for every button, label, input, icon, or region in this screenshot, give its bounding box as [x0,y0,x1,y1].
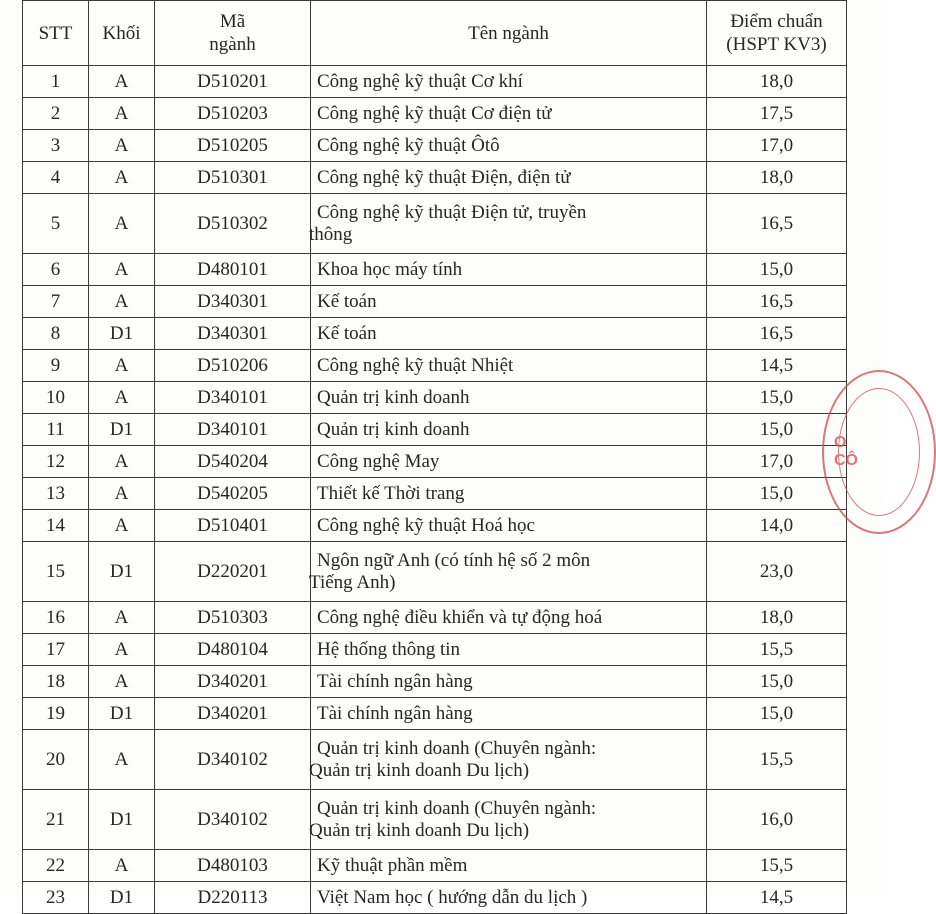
cell-ten-nganh: Hệ thống thông tin [311,634,707,666]
cell-khoi: A [89,66,155,98]
cell-ma-nganh: D510205 [155,130,311,162]
cell-ma-nganh: D340102 [155,730,311,790]
cell-stt: 22 [23,850,89,882]
ten-nganh-line1: Công nghệ kỹ thuật Điện tử, truyền [317,201,587,223]
cell-diem-chuan: 16,5 [707,194,847,254]
table-header-row [23,1,847,66]
cell-khoi: A [89,194,155,254]
ten-nganh-line1: Quản trị kinh doanh (Chuyên ngành: [317,737,597,759]
table-row [23,382,847,414]
cell-khoi: D1 [89,790,155,850]
header-ma-line2: ngành [209,34,256,55]
header-stt: STT [23,1,89,66]
cell-khoi: D1 [89,698,155,730]
cell-ma-nganh: D340101 [155,382,311,414]
cell-khoi: A [89,730,155,790]
cell-diem-chuan: 15,5 [707,850,847,882]
ten-nganh-line1: Ngôn ngữ Anh (có tính hệ số 2 môn [317,549,591,571]
cell-khoi: D1 [89,542,155,602]
cell-khoi: A [89,446,155,478]
cell-diem-chuan: 17,0 [707,130,847,162]
table-row [23,66,847,98]
table-row [23,602,847,634]
cell-stt: 20 [23,730,89,790]
table-row [23,510,847,542]
header-diem-line2: (HSPT KV3) [726,34,827,55]
table-row [23,542,847,602]
cell-ma-nganh: D220201 [155,542,311,602]
cell-stt: 9 [23,350,89,382]
table-row [23,350,847,382]
cell-ten-nganh [311,542,707,602]
cell-diem-chuan: 16,5 [707,318,847,350]
cell-ma-nganh: D480103 [155,850,311,882]
cell-ma-nganh: D340101 [155,414,311,446]
cell-ma-nganh: D480104 [155,634,311,666]
cell-ten-nganh: Công nghệ kỹ thuật Cơ khí [311,66,707,98]
cell-khoi: A [89,850,155,882]
cell-khoi: A [89,286,155,318]
table-row [23,730,847,790]
cell-ten-nganh: Việt Nam học ( hướng dẫn du lịch ) [311,882,707,914]
cell-ma-nganh: D510201 [155,66,311,98]
table-row [23,666,847,698]
cell-ten-nganh: Thiết kế Thời trang [311,478,707,510]
cell-stt: 3 [23,130,89,162]
seal-text: O CÔ [834,434,858,469]
header-ma-nganh [155,1,311,66]
header-ma-line1: Mã [219,11,246,32]
cell-diem-chuan: 18,0 [707,162,847,194]
cell-stt: 18 [23,666,89,698]
cell-ma-nganh: D220113 [155,882,311,914]
cell-ma-nganh: D510206 [155,350,311,382]
cell-ten-nganh: Công nghệ kỹ thuật Nhiệt [311,350,707,382]
cell-ten-nganh: Quản trị kinh doanh [311,382,707,414]
table-body [23,66,847,914]
cell-khoi: D1 [89,318,155,350]
table-row [23,446,847,478]
cell-stt: 17 [23,634,89,666]
cell-khoi: A [89,254,155,286]
cell-ma-nganh: D340102 [155,790,311,850]
cell-ma-nganh: D510203 [155,98,311,130]
cell-diem-chuan: 15,0 [707,478,847,510]
cell-khoi: A [89,510,155,542]
cell-stt: 11 [23,414,89,446]
cell-ma-nganh: D340201 [155,666,311,698]
cell-stt: 1 [23,66,89,98]
cell-ma-nganh: D510301 [155,162,311,194]
table-row [23,882,847,914]
header-khoi: Khối [89,1,155,66]
cell-stt: 4 [23,162,89,194]
cell-khoi: D1 [89,414,155,446]
cell-diem-chuan: 14,0 [707,510,847,542]
ten-nganh-line2: Tiếng Anh) [309,571,396,593]
cell-stt: 12 [23,446,89,478]
cell-diem-chuan: 15,0 [707,666,847,698]
cell-stt: 2 [23,98,89,130]
cell-ten-nganh [311,730,707,790]
cell-khoi: A [89,666,155,698]
cell-diem-chuan: 15,5 [707,730,847,790]
cell-diem-chuan: 17,5 [707,98,847,130]
cell-ten-nganh: Tài chính ngân hàng [311,698,707,730]
cell-ten-nganh: Công nghệ kỹ thuật Hoá học [311,510,707,542]
cell-stt: 13 [23,478,89,510]
cell-ma-nganh: D340301 [155,318,311,350]
cell-diem-chuan: 23,0 [707,542,847,602]
cell-stt: 6 [23,254,89,286]
cell-ma-nganh: D540205 [155,478,311,510]
cell-diem-chuan: 14,5 [707,350,847,382]
cell-ten-nganh: Công nghệ kỹ thuật Điện, điện tử [311,162,707,194]
cell-ten-nganh: Kỹ thuật phần mềm [311,850,707,882]
ten-nganh-line1: Quản trị kinh doanh (Chuyên ngành: [317,797,597,819]
cell-ma-nganh: D480101 [155,254,311,286]
cell-diem-chuan: 18,0 [707,66,847,98]
cell-ten-nganh [311,790,707,850]
cell-diem-chuan: 15,0 [707,382,847,414]
cell-stt: 14 [23,510,89,542]
table-row [23,98,847,130]
header-ten-nganh: Tên ngành [311,1,707,66]
cell-diem-chuan: 15,0 [707,698,847,730]
cell-stt: 21 [23,790,89,850]
cell-stt: 15 [23,542,89,602]
cell-ma-nganh: D540204 [155,446,311,478]
table-row [23,254,847,286]
cell-ten-nganh: Công nghệ kỹ thuật Ôtô [311,130,707,162]
header-diem-chuan [707,1,847,66]
cell-khoi: A [89,634,155,666]
cell-diem-chuan: 18,0 [707,602,847,634]
table-row [23,850,847,882]
ten-nganh-line2: Quản trị kinh doanh Du lịch) [309,759,530,781]
cell-ten-nganh [311,194,707,254]
cell-stt: 5 [23,194,89,254]
cell-diem-chuan: 16,5 [707,286,847,318]
cell-khoi: A [89,350,155,382]
cell-ten-nganh: Công nghệ kỹ thuật Cơ điện tử [311,98,707,130]
cell-ma-nganh: D340201 [155,698,311,730]
cell-stt: 16 [23,602,89,634]
cell-ten-nganh: Tài chính ngân hàng [311,666,707,698]
table-row [23,698,847,730]
table-row [23,790,847,850]
cell-ten-nganh: Quản trị kinh doanh [311,414,707,446]
cell-khoi: D1 [89,882,155,914]
ten-nganh-line2: Quản trị kinh doanh Du lịch) [309,819,530,841]
ten-nganh-line2: thông [309,223,353,245]
cell-ma-nganh: D340301 [155,286,311,318]
cell-stt: 19 [23,698,89,730]
cell-ma-nganh: D510303 [155,602,311,634]
cell-ten-nganh: Kế toán [311,286,707,318]
table-row [23,478,847,510]
table-row [23,286,847,318]
cell-stt: 8 [23,318,89,350]
table-row [23,318,847,350]
cell-ten-nganh: Công nghệ điều khiển và tự động hoá [311,602,707,634]
cell-diem-chuan: 15,5 [707,634,847,666]
cell-khoi: A [89,602,155,634]
cell-khoi: A [89,130,155,162]
cell-diem-chuan: 16,0 [707,790,847,850]
cell-ten-nganh: Công nghệ May [311,446,707,478]
cell-ma-nganh: D510401 [155,510,311,542]
cell-stt: 23 [23,882,89,914]
cell-khoi: A [89,382,155,414]
cell-ma-nganh: D510302 [155,194,311,254]
cell-diem-chuan: 15,0 [707,414,847,446]
table-row [23,194,847,254]
red-seal-stamp [822,370,936,534]
cell-khoi: A [89,478,155,510]
cell-diem-chuan: 17,0 [707,446,847,478]
table-row [23,414,847,446]
table-row [23,162,847,194]
cell-stt: 10 [23,382,89,414]
cell-khoi: A [89,162,155,194]
header-diem-line1: Điểm chuẩn [730,11,823,32]
cell-khoi: A [89,98,155,130]
cell-ten-nganh: Khoa học máy tính [311,254,707,286]
cell-diem-chuan: 15,0 [707,254,847,286]
table-row [23,634,847,666]
admission-score-table [22,0,847,914]
cell-ten-nganh: Kế toán [311,318,707,350]
table-row [23,130,847,162]
cell-stt: 7 [23,286,89,318]
cell-diem-chuan: 14,5 [707,882,847,914]
